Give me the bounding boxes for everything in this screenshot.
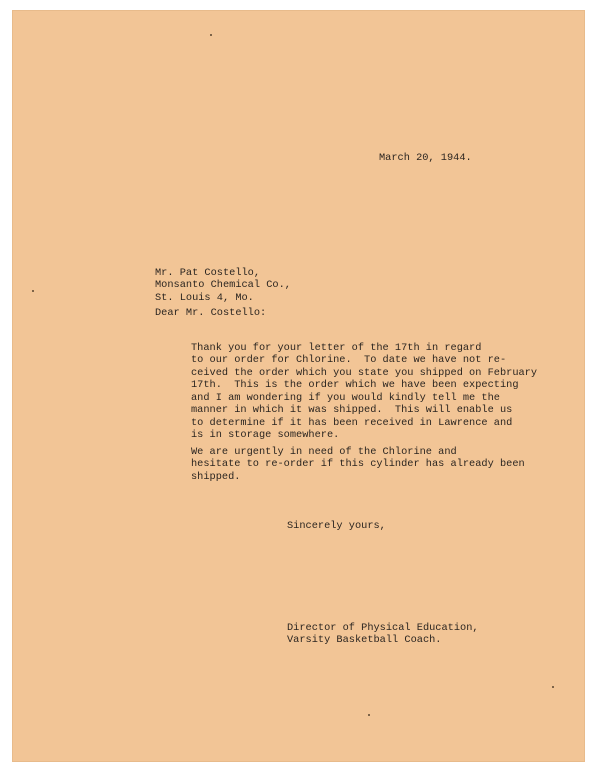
signature-line: Varsity Basketball Coach. (287, 634, 442, 646)
signature-line: Director of Physical Education, (287, 621, 479, 634)
body-paragraph-2 (191, 433, 525, 483)
paper-speck (368, 714, 370, 716)
paragraph-line: shipped. (191, 470, 241, 483)
paragraph-line: to determine if it has been received in Lawrence and (191, 416, 513, 429)
complimentary-closing: Sincerely yours, (287, 520, 386, 532)
paragraph-line: to our order for Chlorine. To date we have not re- (191, 354, 507, 366)
body-paragraph-1 (191, 329, 537, 442)
paragraph-line: Thank you for your letter of the 17th in regard (191, 341, 482, 354)
paper-speck (210, 34, 212, 36)
address-line: Mr. Pat Costello, (155, 266, 261, 279)
paper-speck (32, 290, 34, 292)
paragraph-line: hesitate to re-order if this cylinder has already been (191, 458, 525, 470)
paragraph-line: 17th. This is the order which we have been expecting (191, 379, 519, 391)
paragraph-line: and I am wondering if you would kindly tell me the (191, 391, 500, 404)
paragraph-line: ceived the order which you state you shipped on February (191, 366, 538, 379)
recipient-address (155, 254, 291, 304)
paper-speck (552, 686, 554, 688)
address-line: Monsanto Chemical Co., (155, 279, 291, 291)
address-line: St. Louis 4, Mo. (155, 291, 254, 304)
letter-date: March 20, 1944. (379, 152, 472, 164)
paragraph-line: manner in which it was shipped. This will enable us (191, 404, 513, 416)
paragraph-line: is in storage somewhere. (191, 429, 340, 441)
signature-block (287, 609, 479, 647)
salutation: Dear Mr. Costello: (155, 307, 267, 319)
paragraph-line: We are urgently in need of the Chlorine and (191, 445, 457, 458)
